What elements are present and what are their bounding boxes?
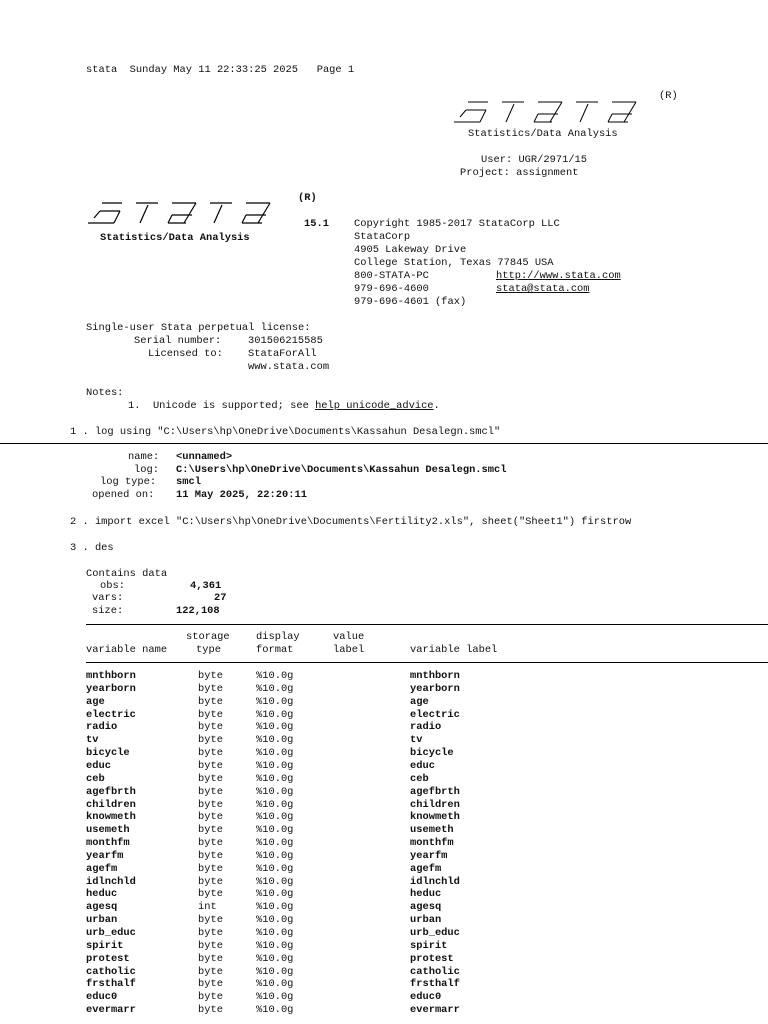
col-display-header: display xyxy=(256,631,300,643)
contains-title: Contains data xyxy=(86,568,168,580)
display-format-cell: %10.0g xyxy=(256,721,294,734)
storage-type-cell: byte xyxy=(198,708,223,721)
variable-label-cell: agesq xyxy=(410,901,442,914)
display-format-cell: %10.0g xyxy=(256,927,294,939)
display-format-cell: %10.0g xyxy=(256,875,294,888)
storage-type-cell: byte xyxy=(198,1004,223,1017)
stata-logo-small xyxy=(452,90,682,142)
variable-name-cell: radio xyxy=(86,721,118,734)
divider xyxy=(0,443,768,444)
vars-label: vars: xyxy=(92,592,124,604)
registered-mark: (R) xyxy=(659,90,678,102)
variable-name-cell: educ0 xyxy=(86,991,118,1004)
copyright: Copyright 1985-2017 StataCorp LLC xyxy=(354,218,560,230)
stata-logo-small-art xyxy=(452,90,667,130)
phone-line1: 800-STATA-PC xyxy=(354,270,429,282)
col-type-header: type xyxy=(196,644,221,656)
variable-name-cell: urb_educ xyxy=(86,927,136,939)
variable-name-cell: usemeth xyxy=(86,824,130,837)
display-format-cell: %10.0g xyxy=(256,849,294,862)
display-format-cell: %10.0g xyxy=(256,862,294,875)
version-number: 15.1 xyxy=(304,218,329,230)
log-type-value: smcl xyxy=(176,476,201,488)
help-unicode-link[interactable]: help unicode_advice xyxy=(315,400,434,412)
display-format-cell: %10.0g xyxy=(256,682,294,695)
log-path-label: log: xyxy=(134,464,159,476)
col-label-header: label xyxy=(333,644,365,656)
variable-label-cell: tv xyxy=(410,734,423,747)
variable-label-cell: electric xyxy=(410,708,460,721)
storage-type-cell: byte xyxy=(198,875,223,888)
variable-name-cell: yearfm xyxy=(86,849,124,862)
notes-item-end: . xyxy=(433,400,440,412)
variable-label-cell: heduc xyxy=(410,888,442,901)
licensed-website: www.stata.com xyxy=(248,361,330,373)
variable-label-cell: urban xyxy=(410,914,442,927)
storage-type-cell: byte xyxy=(198,670,223,682)
user-value: UGR/2971/15 xyxy=(518,154,588,166)
variable-label-cell: yearborn xyxy=(410,682,460,695)
variable-name-cell: bicycle xyxy=(86,747,130,760)
size-label: size: xyxy=(92,605,124,617)
col-format-header: format xyxy=(256,644,294,656)
storage-type-cell: byte xyxy=(198,682,223,695)
size-value: 122,108 xyxy=(176,605,220,617)
display-format-cell: %10.0g xyxy=(256,695,294,708)
variable-name-cell: spirit xyxy=(86,939,124,952)
display-format-cell: %10.0g xyxy=(256,952,294,965)
storage-type-cell: byte xyxy=(198,952,223,965)
storage-type-cell: byte xyxy=(198,759,223,772)
phone-line2: 979-696-4600 xyxy=(354,283,429,295)
storage-type-cell: byte xyxy=(198,772,223,785)
log-name-value: <unnamed> xyxy=(176,451,233,463)
variable-name-cell: protest xyxy=(86,952,130,965)
variable-name-cell: age xyxy=(86,695,105,708)
user-line xyxy=(481,154,587,167)
storage-type-cell: byte xyxy=(198,939,223,952)
command-import-excel: 2 . import excel "C:\Users\hp\OneDrive\Documents\Fertility2.xls", sheet("Sheet1") firstrow xyxy=(70,516,632,528)
storage-type-cell: byte xyxy=(198,914,223,927)
storage-type-cell: byte xyxy=(198,927,223,939)
variable-label-cell: ceb xyxy=(410,772,429,785)
display-format-cell: %10.0g xyxy=(256,991,294,1004)
storage-type-cell: byte xyxy=(198,811,223,824)
variable-name-cell: tv xyxy=(86,734,99,747)
variable-label-cell: bicycle xyxy=(410,747,454,760)
log-name-label: name: xyxy=(128,451,160,463)
variable-name-cell: agesq xyxy=(86,901,118,914)
licensed-label: Licensed to: xyxy=(148,348,223,360)
stata-logo-large xyxy=(86,191,326,247)
variable-name-cell: monthfm xyxy=(86,837,130,850)
variable-label-cell: catholic xyxy=(410,965,460,978)
display-format-cell: %10.0g xyxy=(256,888,294,901)
serial-value: 301506215585 xyxy=(248,335,323,347)
storage-type-cell: byte xyxy=(198,991,223,1004)
storage-type-cell: byte xyxy=(198,721,223,734)
address-line1: 4905 Lakeway Drive xyxy=(354,244,467,256)
storage-type-cell: int xyxy=(198,901,217,914)
storage-type-cell: byte xyxy=(198,695,223,708)
vars-value: 27 xyxy=(214,592,227,604)
display-format-cell: %10.0g xyxy=(256,734,294,747)
table-top-rule xyxy=(86,624,768,625)
address-line2: College Station, Texas 77845 USA xyxy=(354,257,554,269)
storage-type-cell: byte xyxy=(198,837,223,850)
variable-name-cell: knowmeth xyxy=(86,811,136,824)
log-path-value: C:\Users\hp\OneDrive\Documents\Kassahun Desalegn.smcl xyxy=(176,464,507,476)
project-value: assignment xyxy=(516,167,579,179)
display-format-cell: %10.0g xyxy=(256,798,294,811)
notes-item xyxy=(128,400,440,413)
variable-name-cell: agefbrth xyxy=(86,785,136,798)
storage-type-cell: byte xyxy=(198,785,223,798)
variable-label-cell: educ xyxy=(410,759,435,772)
variable-name-cell: evermarr xyxy=(86,1004,136,1017)
display-format-cell: %10.0g xyxy=(256,939,294,952)
display-format-cell: %10.0g xyxy=(256,708,294,721)
licensed-value: StataForAll xyxy=(248,348,317,360)
display-format-cell: %10.0g xyxy=(256,759,294,772)
variable-label-cell: knowmeth xyxy=(410,811,460,824)
variable-label-cell: idlnchld xyxy=(410,875,460,888)
variable-label-cell: monthfm xyxy=(410,837,454,850)
variable-label-cell: usemeth xyxy=(410,824,454,837)
command-des: 3 . des xyxy=(70,542,114,554)
variable-label-cell: children xyxy=(410,798,460,811)
variable-label-cell: mnthborn xyxy=(410,670,460,682)
display-format-cell: %10.0g xyxy=(256,914,294,927)
col-storage-header: storage xyxy=(186,631,230,643)
variable-label-cell: protest xyxy=(410,952,454,965)
variable-name-cell: yearborn xyxy=(86,682,136,695)
serial-label: Serial number: xyxy=(134,335,222,347)
variable-label-cell: yearfm xyxy=(410,849,448,862)
variable-name-cell: idlnchld xyxy=(86,875,136,888)
page-header: stata Sunday May 11 22:33:25 2025 Page 1 xyxy=(86,64,355,76)
project-line xyxy=(460,167,579,180)
log-opened-label: opened on: xyxy=(92,489,155,501)
display-format-cell: %10.0g xyxy=(256,965,294,978)
storage-type-cell: byte xyxy=(198,824,223,837)
variable-label-cell: radio xyxy=(410,721,442,734)
col-variable-label-header: variable label xyxy=(410,644,498,656)
variable-name-cell: agefm xyxy=(86,862,118,875)
variable-name-cell: mnthborn xyxy=(86,670,136,682)
log-type-label: log type: xyxy=(100,476,157,488)
storage-type-cell: byte xyxy=(198,978,223,991)
license-title: Single-user Stata perpetual license: xyxy=(86,322,311,334)
storage-type-cell: byte xyxy=(198,849,223,862)
table-header-rule xyxy=(86,662,768,663)
display-format-cell: %10.0g xyxy=(256,772,294,785)
variable-label-cell: agefm xyxy=(410,862,442,875)
storage-type-cell: byte xyxy=(198,862,223,875)
variable-label-cell: age xyxy=(410,695,429,708)
obs-value: 4,361 xyxy=(190,580,222,592)
display-format-cell: %10.0g xyxy=(256,785,294,798)
col-value-header: value xyxy=(333,631,365,643)
registered-mark-large: (R) xyxy=(298,192,317,204)
col-variable-name-header: variable name xyxy=(86,644,168,656)
variable-label-cell: evermarr xyxy=(410,1004,460,1017)
display-format-cell: %10.0g xyxy=(256,1004,294,1017)
storage-type-cell: byte xyxy=(198,965,223,978)
storage-type-cell: byte xyxy=(198,747,223,760)
variable-name-cell: ceb xyxy=(86,772,105,785)
fax-line: 979-696-4601 (fax) xyxy=(354,296,467,308)
variable-label-cell: spirit xyxy=(410,939,448,952)
variable-name-cell: urban xyxy=(86,914,118,927)
display-format-cell: %10.0g xyxy=(256,670,294,682)
notes-label: Notes: xyxy=(86,387,124,399)
display-format-cell: %10.0g xyxy=(256,837,294,850)
logo-caption: Statistics/Data Analysis xyxy=(468,128,618,140)
project-label: Project: xyxy=(460,167,510,179)
obs-label: obs: xyxy=(100,580,125,592)
notes-item-text: 1. Unicode is supported; see xyxy=(128,400,316,412)
command-log-using: 1 . log using "C:\Users\hp\OneDrive\Documents\Kassahun Desalegn.smcl" xyxy=(70,426,501,438)
display-format-cell: %10.0g xyxy=(256,747,294,760)
display-format-cell: %10.0g xyxy=(256,824,294,837)
log-opened-value: 11 May 2025, 22:20:11 xyxy=(176,489,307,501)
storage-type-cell: byte xyxy=(198,734,223,747)
variable-label-cell: urb_educ xyxy=(410,927,460,939)
banner-caption: Statistics/Data Analysis xyxy=(100,232,250,244)
storage-type-cell: byte xyxy=(198,798,223,811)
stata-url-link[interactable]: http://www.stata.com xyxy=(496,270,621,282)
display-format-cell: %10.0g xyxy=(256,901,294,914)
variable-label-cell: frsthalf xyxy=(410,978,460,991)
company: StataCorp xyxy=(354,231,411,243)
variable-name-cell: educ xyxy=(86,759,111,772)
storage-type-cell: byte xyxy=(198,888,223,901)
variable-name-cell: children xyxy=(86,798,136,811)
variable-label-cell: educ0 xyxy=(410,991,442,1004)
user-label: User: xyxy=(481,154,513,166)
stata-email-link[interactable]: stata@stata.com xyxy=(496,283,590,295)
variable-name-cell: heduc xyxy=(86,888,118,901)
variable-name-cell: catholic xyxy=(86,965,136,978)
variable-label-cell: agefbrth xyxy=(410,785,460,798)
display-format-cell: %10.0g xyxy=(256,978,294,991)
stata-logo-large-art xyxy=(86,191,301,231)
variable-name-cell: electric xyxy=(86,708,136,721)
variable-name-cell: frsthalf xyxy=(86,978,136,991)
display-format-cell: %10.0g xyxy=(256,811,294,824)
